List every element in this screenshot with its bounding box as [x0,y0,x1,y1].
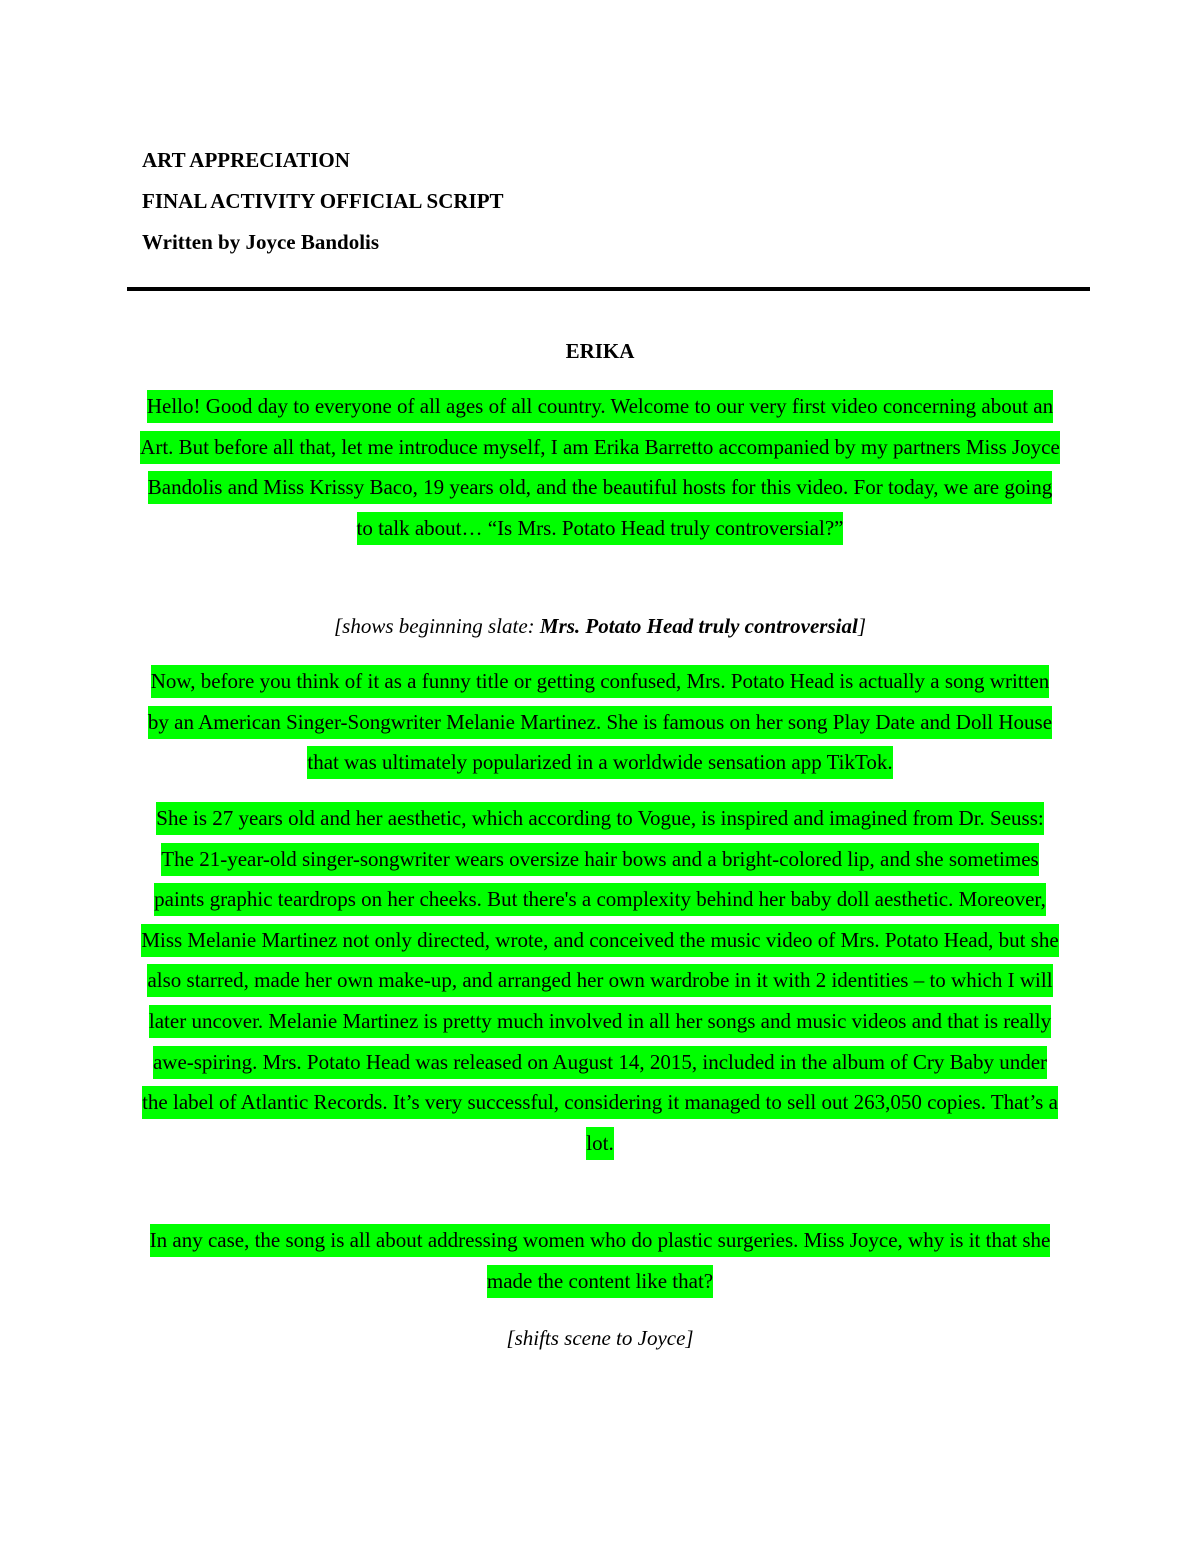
stage-direction-2: [shifts scene to Joyce] [506,1326,694,1350]
document-header [142,140,504,263]
stage-direction-bold: Mrs. Potato Head truly controversial [539,614,858,638]
script-paragraph-1 [140,386,1060,548]
stage-direction-suffix: ] [857,614,867,638]
script-paragraph-3 [140,798,1060,1163]
document-title: FINAL ACTIVITY OFFICIAL SCRIPT [142,189,504,213]
script-paragraph-4 [140,1220,1060,1301]
course-title: ART APPRECIATION [142,148,350,172]
script-paragraph-2 [140,661,1060,783]
horizontal-rule [127,287,1090,291]
speaker-name: ERIKA [565,339,635,363]
stage-direction-1 [0,611,1200,641]
highlighted-text: In any case, the song is all about addressing women who do plastic surgeries. Miss Joyce, why is it that she made the content like that? [150,1224,1051,1298]
author-line: Written by Joyce Bandolis [142,230,380,254]
highlighted-text: Hello! Good day to everyone of all ages of all country. Welcome to our very first video concerning about an Art. But before all that, let me introduce myself, I am Erika Barretto accompanied by my partners Miss Joyce Bandolis and Miss Krissy Baco, 19 years old, and the beautiful hosts for this video. For today, we are going to talk about… “Is Mrs. Potato Head truly controversial?” [140,390,1060,545]
stage-direction-prefix: [shows beginning slate: [333,614,540,638]
highlighted-text: Now, before you think of it as a funny title or getting confused, Mrs. Potato Head is actually a song written by an American Singer-Songwriter Melanie Martinez. She is famous on her song Play Date and Doll House that was ultimately popularized in a worldwide sensation app TikTok. [148,665,1052,779]
highlighted-text: She is 27 years old and her aesthetic, which according to Vogue, is inspired and imagined from Dr. Seuss: The 21-year-old singer-songwriter wears oversize hair bows and a bright-colored lip, and she sometimes paints graphic teardrops on her cheeks. But there's a complexity behind her baby doll aesthetic. Moreover, Miss Melanie Martinez not only directed, wrote, and conceived the music video of Mrs. Potato Head, but she also starred, made her own make-up, and arranged her own wardrobe in it with 2 identities – to which I will later uncover. Melanie Martinez is pretty much involved in all her songs and music videos and that is really awe-spiring. Mrs. Potato Head was released on August 14, 2015, included in the album of Cry Baby under the label of Atlantic Records. It’s very successful, considering it managed to sell out 263,050 copies. That’s a lot. [141,802,1058,1160]
